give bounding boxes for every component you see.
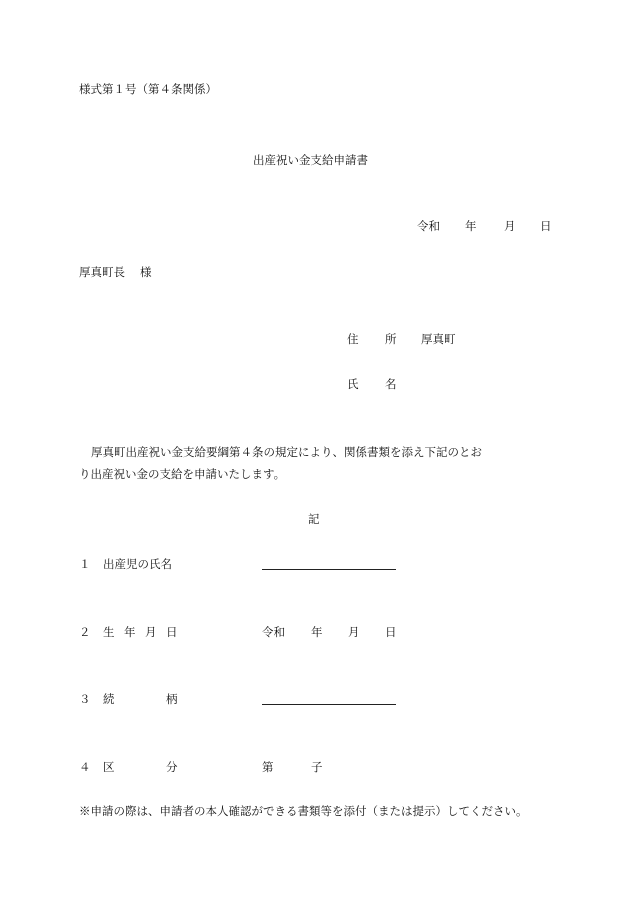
item-label-1: 区 (103, 760, 115, 774)
birth-era: 令和 (262, 625, 285, 639)
form-number: 様式第１号（第４条関係） (79, 82, 217, 96)
addressee-name: 厚真町長 (79, 265, 125, 279)
name-label-2: 名 (385, 377, 397, 391)
addressee-honorific: 様 (140, 265, 152, 279)
birth-day: 日 (385, 625, 397, 639)
item-label-1: 生 (103, 625, 115, 639)
date-month: 月 (504, 219, 516, 233)
date-day: 日 (540, 219, 552, 233)
page-title: 出産祝い金支給申請書 (253, 153, 368, 167)
name-label-1: 氏 (347, 377, 359, 391)
item-label-4: 日 (166, 625, 178, 639)
item-label-2: 年 (124, 625, 136, 639)
address-label-2: 所 (385, 332, 397, 346)
date-year: 年 (465, 219, 477, 233)
address-value: 厚真町 (421, 332, 456, 346)
ki-heading: 記 (308, 512, 320, 526)
item-label-2: 分 (166, 760, 178, 774)
item-label-1: 続 (103, 692, 115, 706)
body-line-2: り出産祝い金の支給を申請いたします。 (79, 467, 286, 481)
item-number: ３ (79, 692, 91, 706)
item-label-3: 月 (145, 625, 157, 639)
birth-order-prefix: 第 (262, 760, 274, 774)
address-label-1: 住 (347, 332, 359, 346)
birth-month: 月 (348, 625, 360, 639)
date-era: 令和 (417, 219, 440, 233)
birth-year: 年 (311, 625, 323, 639)
item-number: １ (79, 557, 91, 571)
item-number: ２ (79, 625, 91, 639)
birth-order-suffix: 子 (311, 760, 323, 774)
note: ※申請の際は、申請者の本人確認ができる書類等を添付（または提示）してください。 (79, 804, 528, 818)
body-line-1: 厚真町出産祝い金支給要綱第４条の規定により、関係書類を添え下記のとお (91, 445, 482, 459)
child-name-underline[interactable] (262, 569, 396, 570)
item-number: ４ (79, 760, 91, 774)
item-label-2: 柄 (166, 692, 178, 706)
item-label: 出産児の氏名 (103, 557, 172, 571)
relationship-underline[interactable] (262, 704, 396, 705)
